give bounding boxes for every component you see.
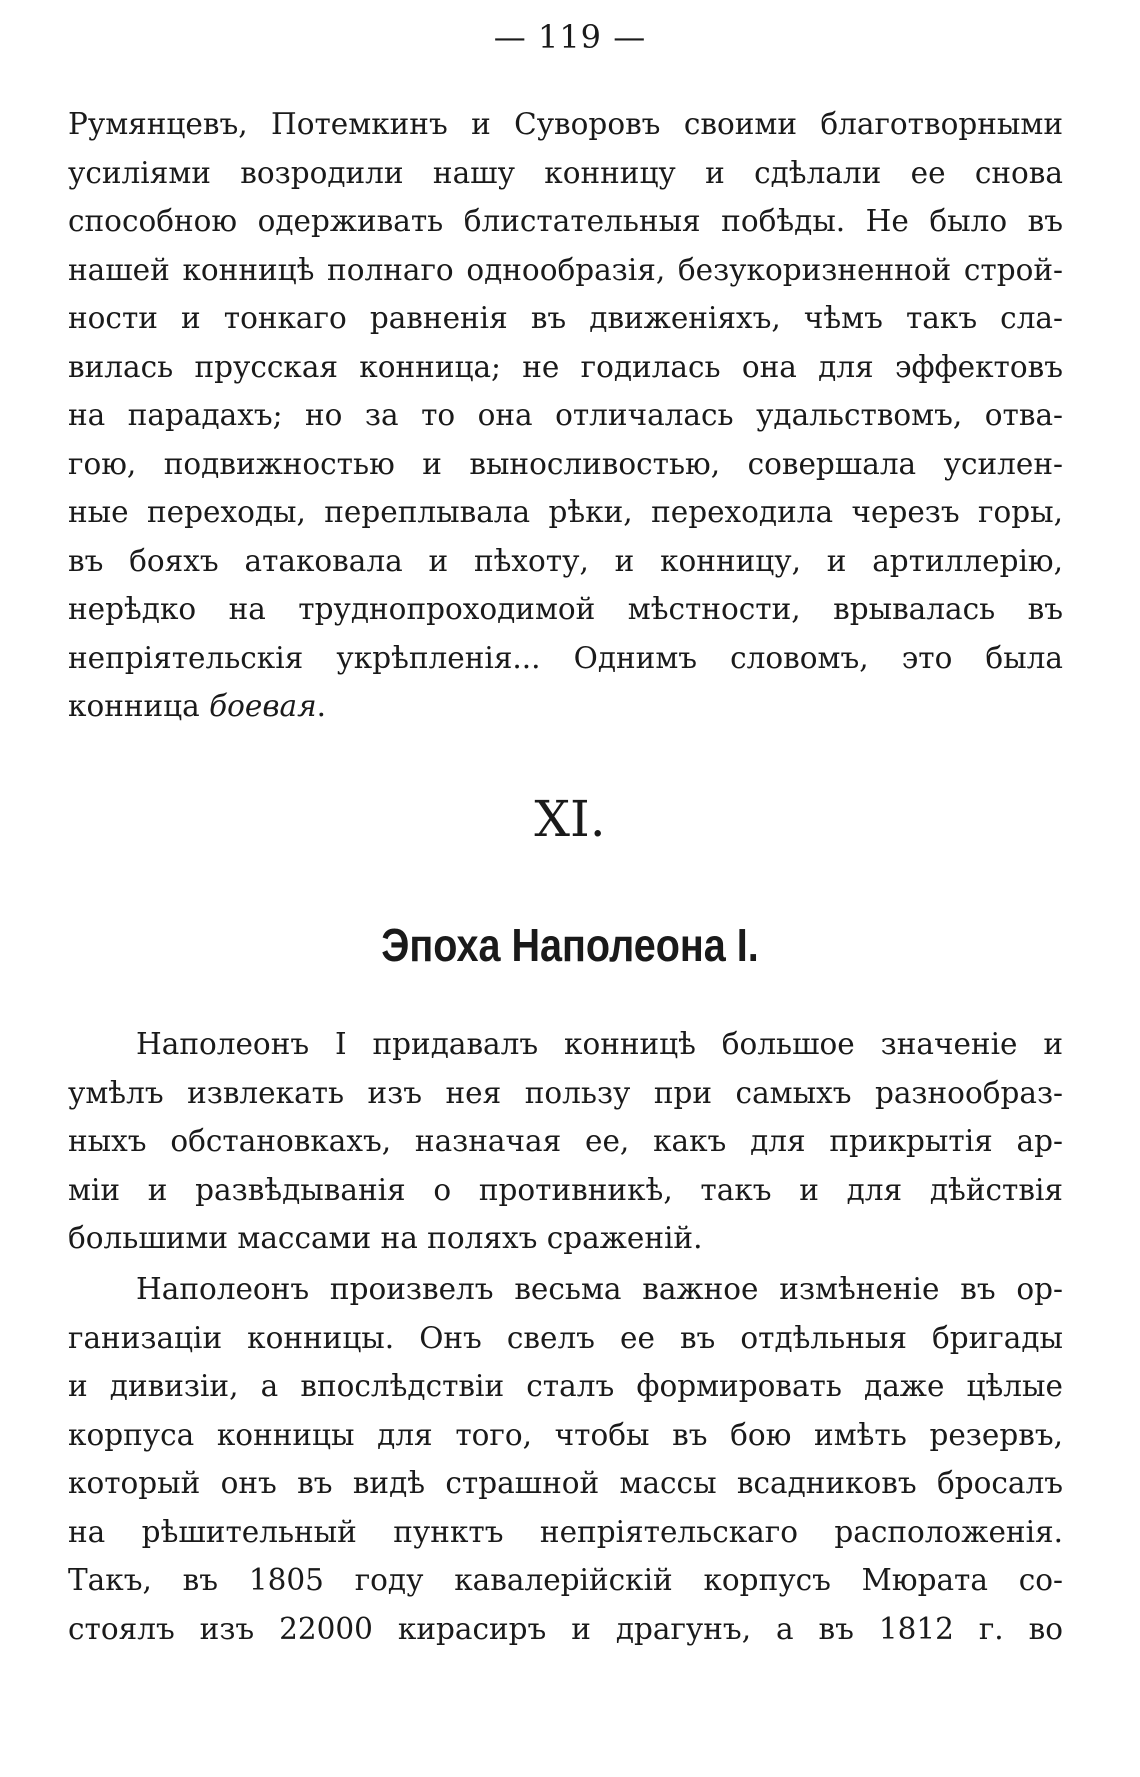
chapter-title: Эпоха Наполеона I.	[381, 919, 759, 971]
text-line: Наполеонъ произвелъ весьма важное измѣненіе въ ор-	[136, 1272, 1063, 1306]
text-line: непріятельскія укрѣпленія... Однимъ словомъ, это была	[68, 640, 1063, 675]
text-line: гою, подвижностью и выносливостью, совершала усилен-	[68, 446, 1063, 481]
text-line: ныхъ обстановкахъ, назначая ее, какъ для прикрытія ар-	[68, 1124, 1063, 1158]
text-line: умѣлъ извлекать изъ нея пользу при самыхъ разнообраз-	[68, 1075, 1063, 1110]
text-line: и дивизіи, а впослѣдствіи сталъ формировать даже цѣлые	[68, 1369, 1063, 1403]
chapter-number: XI.	[534, 790, 606, 848]
text-line: ные переходы, переплывала рѣки, переходила черезъ горы,	[68, 495, 1063, 529]
text-line-last	[68, 682, 1063, 731]
text-line: въ бояхъ атаковала и пѣхоту, и конницу, и артиллерію,	[68, 543, 1063, 578]
text-line: на парадахъ; но за то она отличалась удальствомъ, отва-	[68, 398, 1063, 432]
paragraph-napoleon-cavalry	[68, 1020, 1063, 1263]
text-line: Наполеонъ I придавалъ конницѣ большое значеніе и	[136, 1027, 1063, 1061]
text-line: міи и развѣдыванія о противникѣ, такъ и для дѣйствія	[68, 1172, 1063, 1207]
text-fragment: .	[316, 689, 327, 723]
text-line: способною одерживать блистательныя побѣды. Не было въ	[68, 204, 1063, 238]
text-line: ности и тонкаго равненія въ движеніяхъ, чѣмъ такъ сла-	[68, 301, 1063, 335]
paragraph-cavalry-russian	[68, 100, 1063, 731]
text-line: нерѣдко на труднопроходимой мѣстности, врывалась въ	[68, 592, 1063, 626]
text-line: усиліями возродили нашу конницу и сдѣлали ее снова	[68, 155, 1063, 190]
text-fragment: конница	[68, 689, 210, 723]
emphasized-word: боевая	[209, 689, 317, 723]
page-number: — 119 —	[493, 18, 647, 56]
text-line: который онъ въ видѣ страшной массы всадниковъ бросалъ	[68, 1466, 1063, 1500]
text-line: корпуса конницы для того, чтобы въ бою имѣть резервъ,	[68, 1417, 1063, 1452]
text-line: Румянцевъ, Потемкинъ и Суворовъ своими благотворными	[68, 107, 1063, 141]
text-line: вилась прусская конница; не годилась она для эффектовъ	[68, 349, 1063, 384]
text-line: ганизаціи конницы. Онъ свелъ ее въ отдѣльныя бригады	[68, 1320, 1063, 1355]
text-line: нашей конницѣ полнаго однообразія, безукоризненной строй-	[68, 252, 1063, 287]
text-line: стоялъ изъ 22000 кирасиръ и драгунъ, а въ 1812 г. во	[68, 1611, 1063, 1646]
text-line: Такъ, въ 1805 году кавалерійскій корпусъ Мюрата со-	[68, 1563, 1063, 1597]
paragraph-napoleon-organization	[68, 1265, 1063, 1653]
text-line: большими массами на поляхъ сраженій.	[68, 1221, 703, 1255]
text-line: на рѣшительный пунктъ непріятельскаго расположенія.	[68, 1514, 1063, 1549]
